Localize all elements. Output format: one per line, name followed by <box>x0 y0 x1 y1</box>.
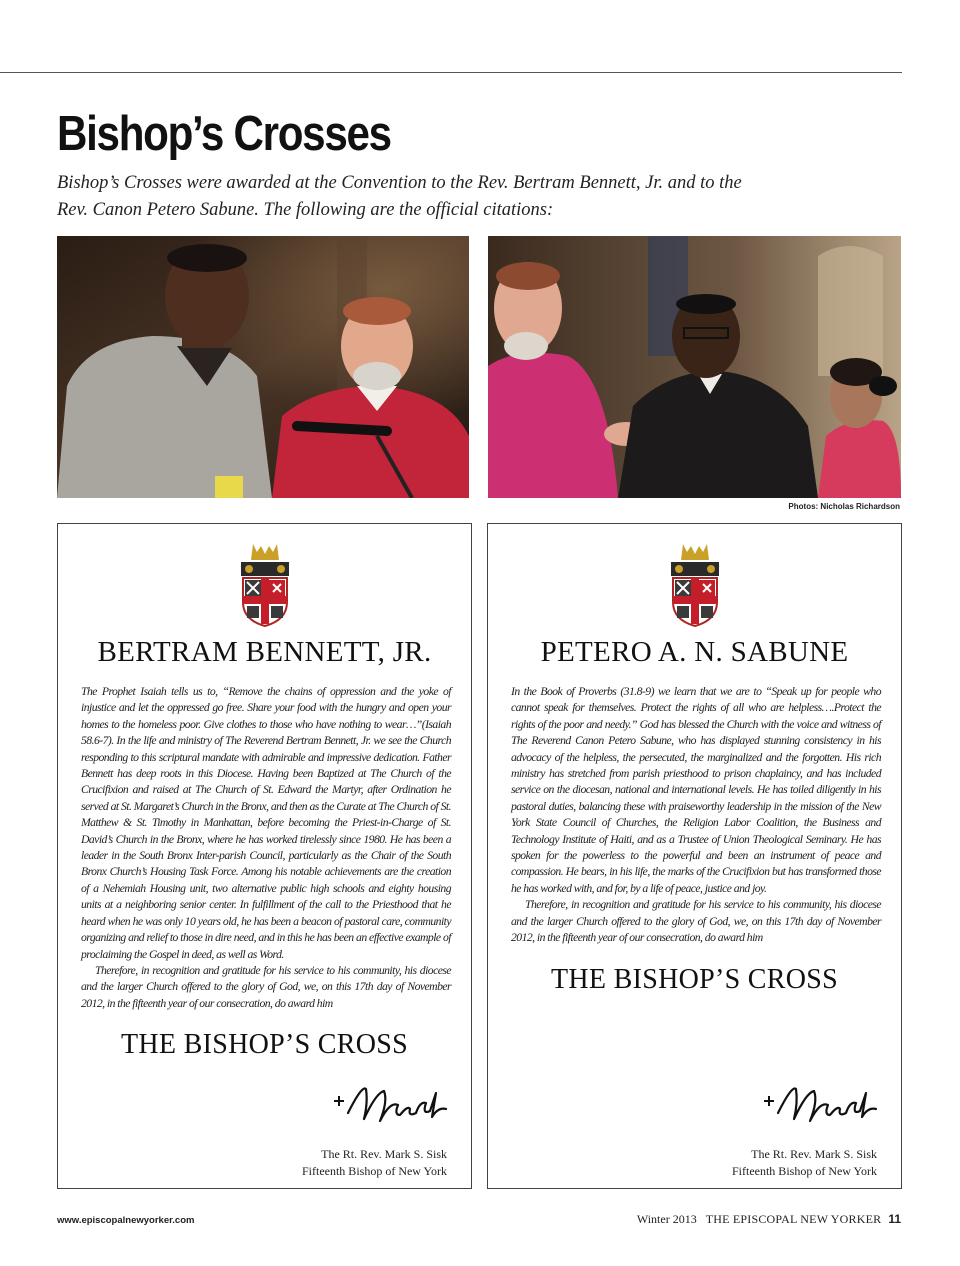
page-footer <box>637 1212 901 1227</box>
website-link[interactable]: www.episcopalnewyorker.com <box>57 1215 195 1226</box>
photo-bishop-and-sabune <box>488 236 901 498</box>
signer-block <box>302 1146 447 1180</box>
citation-body: The Prophet Isaiah tells us to, “Remove the chains of oppression and the yoke of injustice and let the oppressed go free. Share your food with the hungry and open your homes to the homeless poor. Give clothes to those who have nothing to wear…”(Isaiah 58.6-7). In the life and ministry of The Reverend Bertram Bennett, Jr. we see the Church responding to this scriptural mandate with admirable and impressive dedication. Father Bennett has deep roots in this Diocese. Having been Baptized at The Church of the Crucifixion and raised at The Church of St. Edward the Martyr, after Ordination he served at St. Margaret’s Church in the Bronx, and then as the Curate at The Church of St. Matthew & St. Timothy in Manhattan, before becoming the Priest-in-Charge of St. David’s Church in the Bronx, where he has worked tirelessly since 1980. He has been a leader in the South Bronx Inter-parish Council, particularly as the Chair of the South Bronx Church’s Housing Task Force. Among his notable achievements are the creation of a Nehemiah Housing unit, two alternative public high schools and eighty housing units at a neighboring senior center. In fulfillment of the call to the Priesthood that he heard when he was only 10 years old, he has been a beacon of pastoral care, community organizing and relief to those in dire need, and in this he has been an effective example of proclaiming the Gospel in deed, as well as Word. <box>81 685 451 961</box>
award-title: THE BISHOP’S CROSS <box>550 964 839 995</box>
signer-title: Fifteenth Bishop of New York <box>731 1164 877 1178</box>
honoree-name: PETERO A. N. SABUNE <box>540 636 849 668</box>
page-number: 11 <box>888 1212 901 1226</box>
citation-closing: Therefore, in recognition and gratitude for his service to his community, his diocese and the larger Church offered to the glory of God, we, on this 17th day of November 2012, in the fifteenth year of our consecration, do award him <box>511 898 881 945</box>
bishop-signature <box>328 1079 458 1129</box>
citation-text <box>81 684 451 1012</box>
signer-name: The Rt. Rev. Mark S. Sisk <box>321 1147 447 1161</box>
citation-card-sabune <box>487 523 902 1189</box>
article-title: Bishop’s Crosses <box>57 107 391 161</box>
award-title: THE BISHOP’S CROSS <box>120 1029 409 1060</box>
diocese-crest-icon <box>663 540 727 628</box>
diocese-crest-icon <box>233 540 297 628</box>
signer-title: Fifteenth Bishop of New York <box>301 1164 447 1178</box>
bishop-signature <box>758 1079 888 1129</box>
top-rule <box>0 72 902 73</box>
photo-bennett-and-bishop <box>57 236 469 498</box>
article-subtitle: Bishop’s Crosses were awarded at the Convention to the Rev. Bertram Bennett, Jr. and to the Rev. Canon Petero Sabune. The following are the official citations: <box>57 173 742 220</box>
photo-credit: Photos: Nicholas Richardson <box>788 502 900 511</box>
signer-name: The Rt. Rev. Mark S. Sisk <box>751 1147 877 1161</box>
citation-text <box>511 684 881 947</box>
issue-date: Winter 2013 <box>636 1212 697 1226</box>
citation-card-bennett <box>57 523 472 1189</box>
citation-closing: Therefore, in recognition and gratitude for his service to his community, his diocese and the larger Church offered to the glory of God, we, on this 17th day of November 2012, in the fifteenth year of our consecration, do award him <box>81 963 451 1010</box>
publication-name: THE EPISCOPAL NEW YORKER <box>705 1212 882 1226</box>
honoree-name: BERTRAM BENNETT, JR. <box>97 636 432 668</box>
citation-body: In the Book of Proverbs (31.8-9) we learn that we are to “Speak up for people who cannot speak for themselves. Protect the rights of all who are helpless….Protect the rights of the poor and needy.” God has blessed the Church with the voice and witness of The Reverend Canon Petero Sabune, who has displayed stunning consistency in his advocacy of the helpless, the persecuted, the marginalized and the forgotten. His rich ministry has stretched from parish priesthood to prison chaplaincy, and has included service on the diocesan, national and international levels. He has toiled diligently in his pastoral duties, balancing these with praiseworthy leadership in the mission of the New York State Council of Churches, the Religion Labor Coalition, the Business and Technology Institute of Haiti, and as a Trustee of Union Theological Seminary. He has spoken for the powerless to the powerful and been an instrument of peace and compassion. He bears, in his life, the marks of the Crucifixion but has transformed those he has worked with, and for, by a life of peace, justice and joy. <box>511 685 881 895</box>
signer-block <box>732 1146 877 1180</box>
